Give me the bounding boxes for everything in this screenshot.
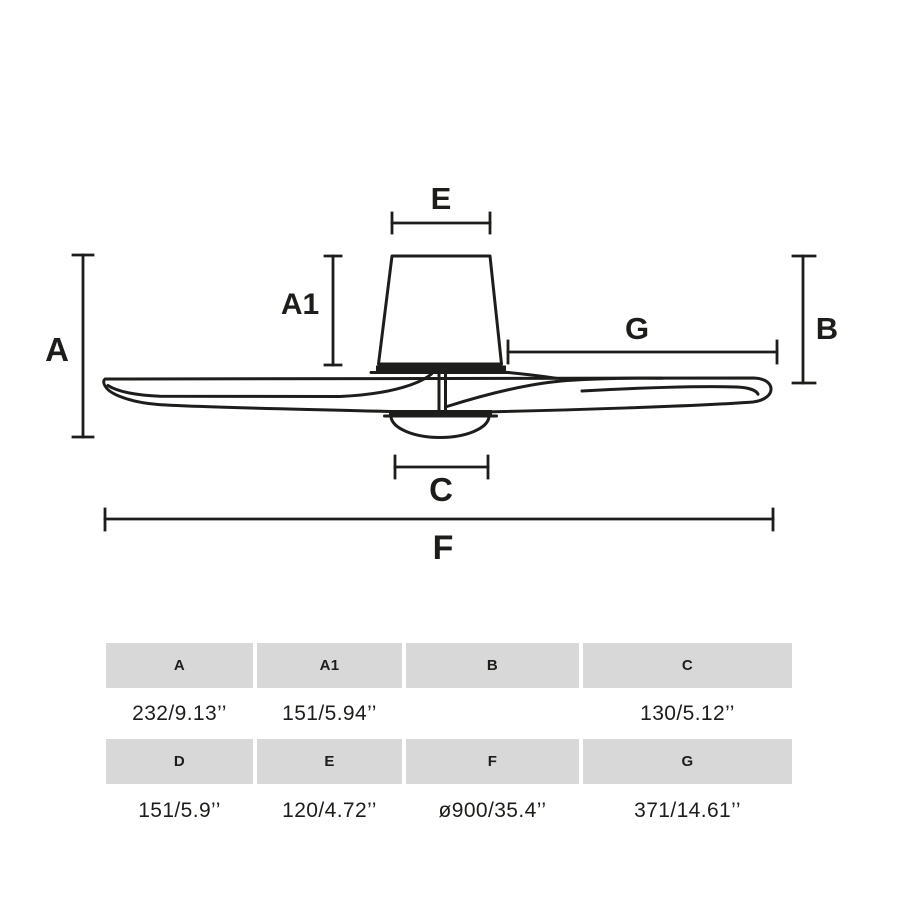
- table-header-f: F: [406, 739, 579, 784]
- table-value-c: 130/5.12’’: [583, 688, 792, 739]
- motor-housing: [371, 256, 509, 373]
- dimension-b-label: B: [815, 311, 839, 346]
- table-value-b: [406, 688, 579, 739]
- table-header-g: G: [583, 739, 792, 784]
- dimension-g-label: G: [624, 311, 650, 346]
- table-header-a: A: [106, 643, 253, 688]
- dimension-a-label: A: [45, 331, 69, 368]
- table-header-c: C: [583, 643, 792, 688]
- dimension-a1-label: A1: [280, 288, 320, 321]
- dimension-c-label: C: [429, 471, 453, 508]
- table-value-e: 120/4.72’’: [257, 784, 402, 838]
- table-value-a: 232/9.13’’: [106, 688, 253, 739]
- dimension-a: [45, 255, 93, 437]
- dimension-e: [392, 181, 490, 233]
- table-value-f: ø900/35.4’’: [406, 784, 579, 838]
- motor-flange: [376, 366, 506, 372]
- dimension-f-label: F: [432, 529, 454, 567]
- dimension-table: [106, 643, 792, 838]
- table-header-b: B: [406, 643, 579, 688]
- dimension-a1: [281, 256, 341, 365]
- table-header-d: D: [106, 739, 253, 784]
- table-value-d: 151/5.9’’: [106, 784, 253, 838]
- light-kit: [385, 410, 497, 438]
- fan-blades: [104, 372, 771, 412]
- dimension-e-label: E: [430, 181, 452, 216]
- table-value-g: 371/14.61’’: [583, 784, 792, 838]
- table-header-e: E: [257, 739, 402, 784]
- dimension-b: [793, 256, 838, 383]
- table-header-a1: A1: [257, 643, 402, 688]
- dimension-c: [395, 456, 488, 508]
- dimension-f: [105, 509, 773, 567]
- dimension-g: [508, 311, 777, 363]
- table-value-a1: 151/5.94’’: [257, 688, 402, 739]
